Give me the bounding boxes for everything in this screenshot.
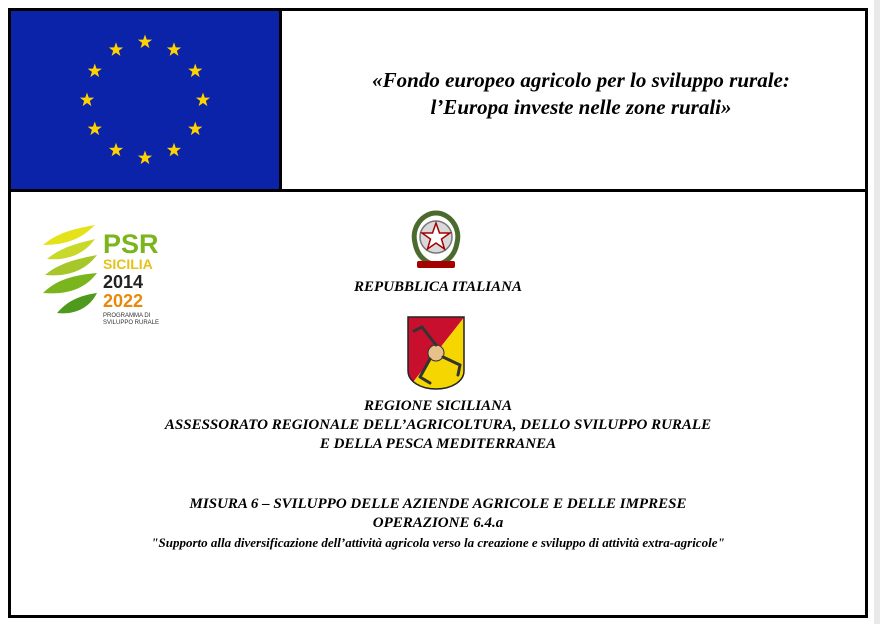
- eu-flag: [11, 11, 282, 189]
- eu-star-icon: [88, 122, 102, 136]
- eu-star-icon: [109, 143, 123, 157]
- measure-line-2: OPERAZIONE 6.4.a: [372, 515, 504, 531]
- psr-sub-1: PROGRAMMA DI: [103, 313, 151, 319]
- eu-star-icon: [138, 151, 152, 165]
- eu-star-icon: [138, 35, 152, 49]
- psr-sub-2: SVILUPPO RURALE: [103, 320, 159, 326]
- year-start-text: 2014: [103, 272, 144, 292]
- eu-star-icon: [167, 42, 181, 56]
- page-edge: [874, 0, 880, 624]
- header-slogan: [311, 67, 851, 121]
- year-end-text: 2022: [103, 291, 144, 311]
- eu-star-icon: [88, 64, 102, 78]
- document-frame: [8, 8, 868, 618]
- header-band: [11, 11, 865, 192]
- measure-line-3: "Supporto alla diversificazione dell’attività agricola verso la creazione e sviluppo di attività extra-agricole": [151, 535, 725, 550]
- eu-star-icon: [188, 64, 202, 78]
- slogan-line-2: l’Europa investe nelle zone rurali»: [430, 95, 732, 119]
- psr-text: PSR: [103, 229, 159, 259]
- sicilia-text: SICILIA: [103, 256, 153, 272]
- sicily-trinacria-icon: [406, 315, 466, 391]
- eu-star-icon: [196, 93, 210, 107]
- italian-republic-emblem-icon: [405, 207, 467, 273]
- measure-line-1: MISURA 6 – SVILUPPO DELLE AZIENDE AGRICOLE E DELLE IMPRESE: [189, 496, 687, 512]
- eu-star-icon: [188, 122, 202, 136]
- republic-label: REPUBBLICA ITALIANA: [354, 279, 522, 295]
- region-line-1: REGIONE SICILIANA: [364, 398, 512, 414]
- eu-stars-icon: [11, 11, 279, 189]
- eu-star-icon: [167, 143, 181, 157]
- region-line-2: ASSESSORATO REGIONALE DELL’AGRICOLTURA, DELLO SVILUPPO RURALE: [164, 417, 712, 433]
- eu-star-icon: [109, 42, 123, 56]
- wheat-leaf-icon: [57, 293, 97, 313]
- slogan-line-1: «Fondo europeo agricolo per lo sviluppo rurale:: [372, 68, 790, 92]
- eu-star-icon: [80, 93, 94, 107]
- region-line-3: E DELLA PESCA MEDITERRANEA: [319, 436, 557, 452]
- psr-sicilia-logo: [39, 223, 159, 333]
